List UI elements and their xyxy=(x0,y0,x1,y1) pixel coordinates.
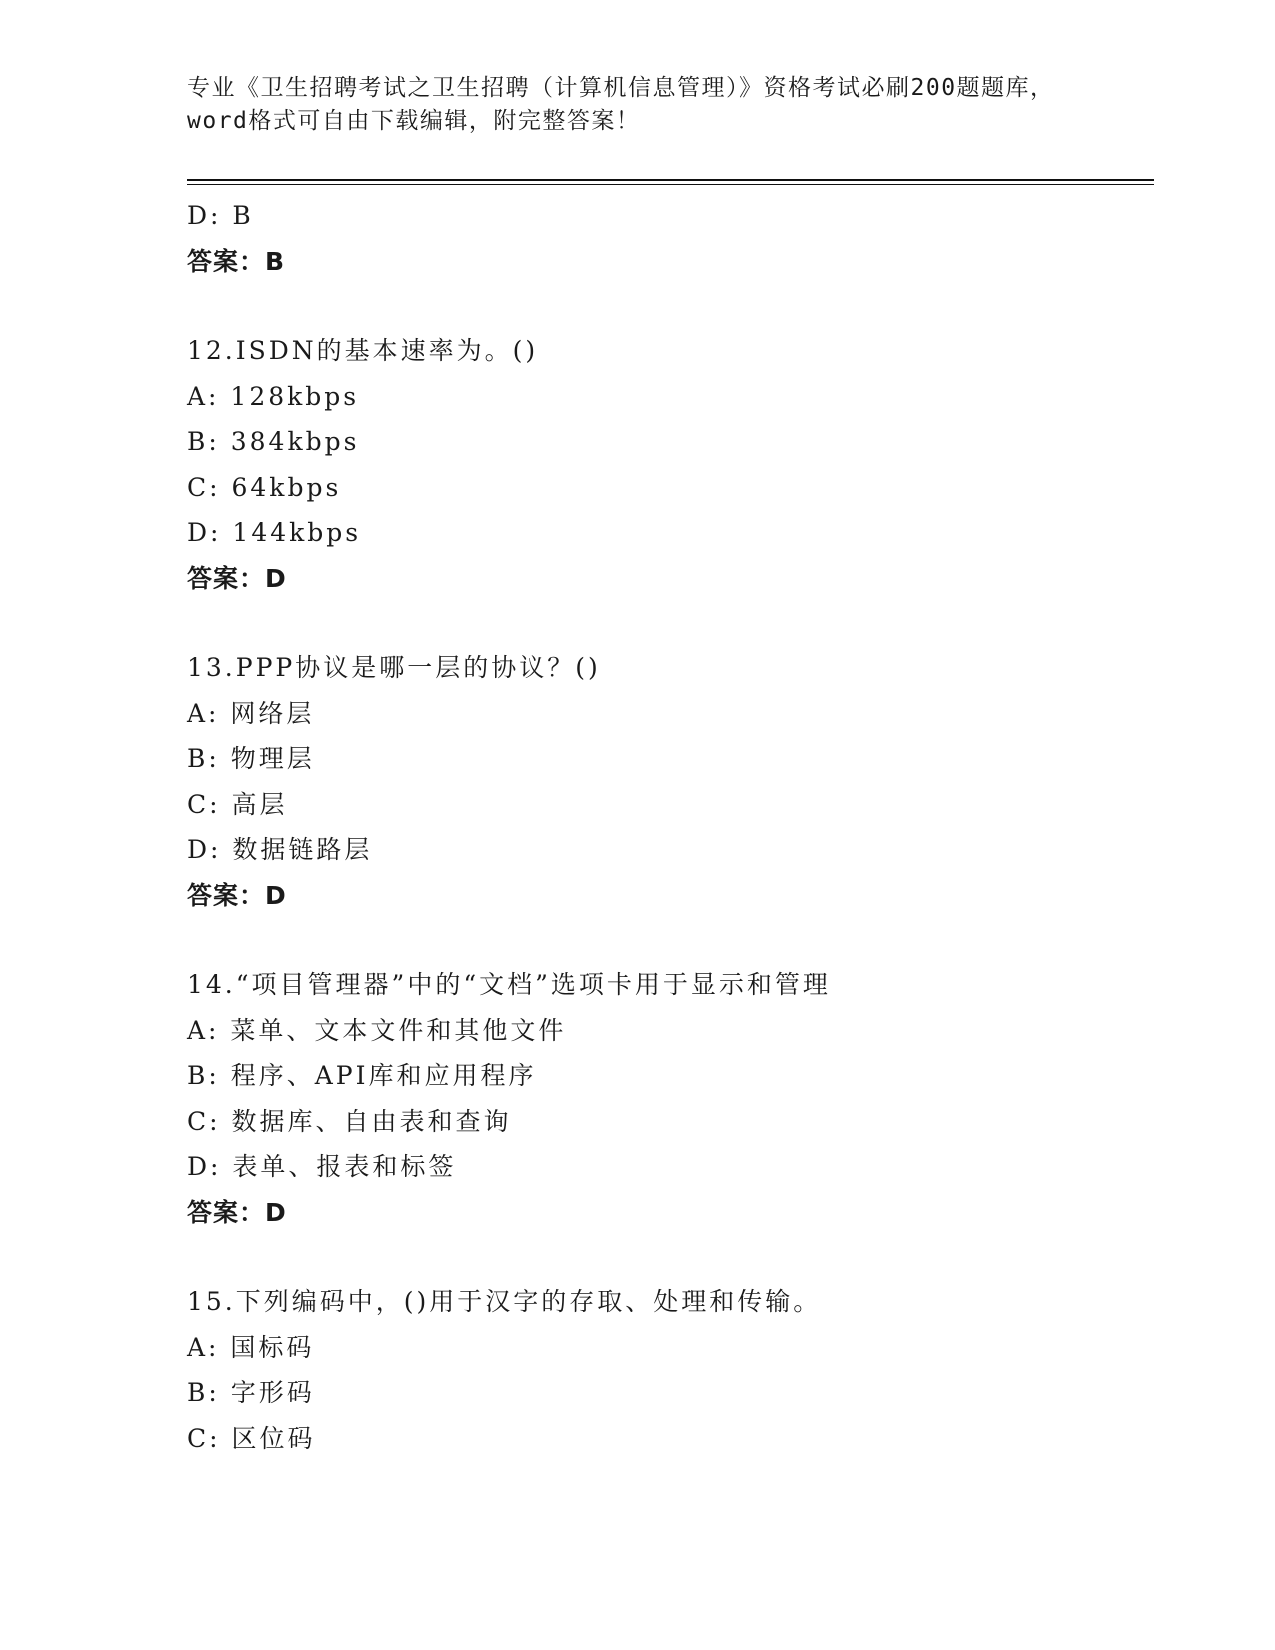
option-d: D: 144kbps xyxy=(187,518,362,547)
answer-line: 答案：B xyxy=(187,246,286,276)
option-c: C: 64kbps xyxy=(187,472,342,502)
question-15 xyxy=(187,1279,1147,1461)
header-divider-thick xyxy=(187,179,1154,181)
option-b: B: 字形码 xyxy=(187,1378,315,1407)
spacer xyxy=(187,601,1147,645)
question-stem: 15.下列编码中，()用于汉字的存取、处理和传输。 xyxy=(187,1287,822,1316)
previous-question-tail xyxy=(187,193,1147,284)
option-a: A: 菜单、文本文件和其他文件 xyxy=(187,1015,567,1045)
question-12 xyxy=(187,328,1147,601)
header-divider-thin xyxy=(187,184,1154,185)
spacer xyxy=(187,1235,1147,1279)
answer-line: 答案：D xyxy=(187,563,287,593)
spacer xyxy=(187,918,1147,962)
option-d: D: B xyxy=(187,201,254,230)
option-a: A: 网络层 xyxy=(187,698,315,728)
option-b: B: 程序、API库和应用程序 xyxy=(187,1061,537,1090)
option-c: C: 区位码 xyxy=(187,1423,316,1453)
question-list xyxy=(187,193,1147,1461)
answer-line: 答案：D xyxy=(187,880,287,910)
question-13 xyxy=(187,645,1147,918)
question-stem: 14.“项目管理器”中的“文档”选项卡用于显示和管理 xyxy=(187,970,831,999)
option-a: A: 128kbps xyxy=(187,381,360,411)
header-title-line-2: word格式可自由下载编辑，附完整答案！ xyxy=(187,108,641,134)
option-a: A: 国标码 xyxy=(187,1332,315,1362)
question-14 xyxy=(187,962,1147,1235)
option-d: D: 表单、报表和标签 xyxy=(187,1152,457,1181)
option-c: C: 数据库、自由表和查询 xyxy=(187,1106,512,1136)
option-c: C: 高层 xyxy=(187,789,288,819)
spacer xyxy=(187,284,1147,328)
question-stem: 12.ISDN的基本速率为。() xyxy=(187,336,539,365)
option-b: B: 物理层 xyxy=(187,744,315,773)
option-d: D: 数据链路层 xyxy=(187,835,373,864)
document-header xyxy=(187,72,1087,138)
question-stem: 13.PPP协议是哪一层的协议？() xyxy=(187,653,601,682)
header-title-line-1: 专业《卫生招聘考试之卫生招聘（计算机信息管理）》资格考试必刷200题题库， xyxy=(187,75,1055,101)
answer-line: 答案：D xyxy=(187,1197,287,1227)
option-b: B: 384kbps xyxy=(187,427,360,456)
